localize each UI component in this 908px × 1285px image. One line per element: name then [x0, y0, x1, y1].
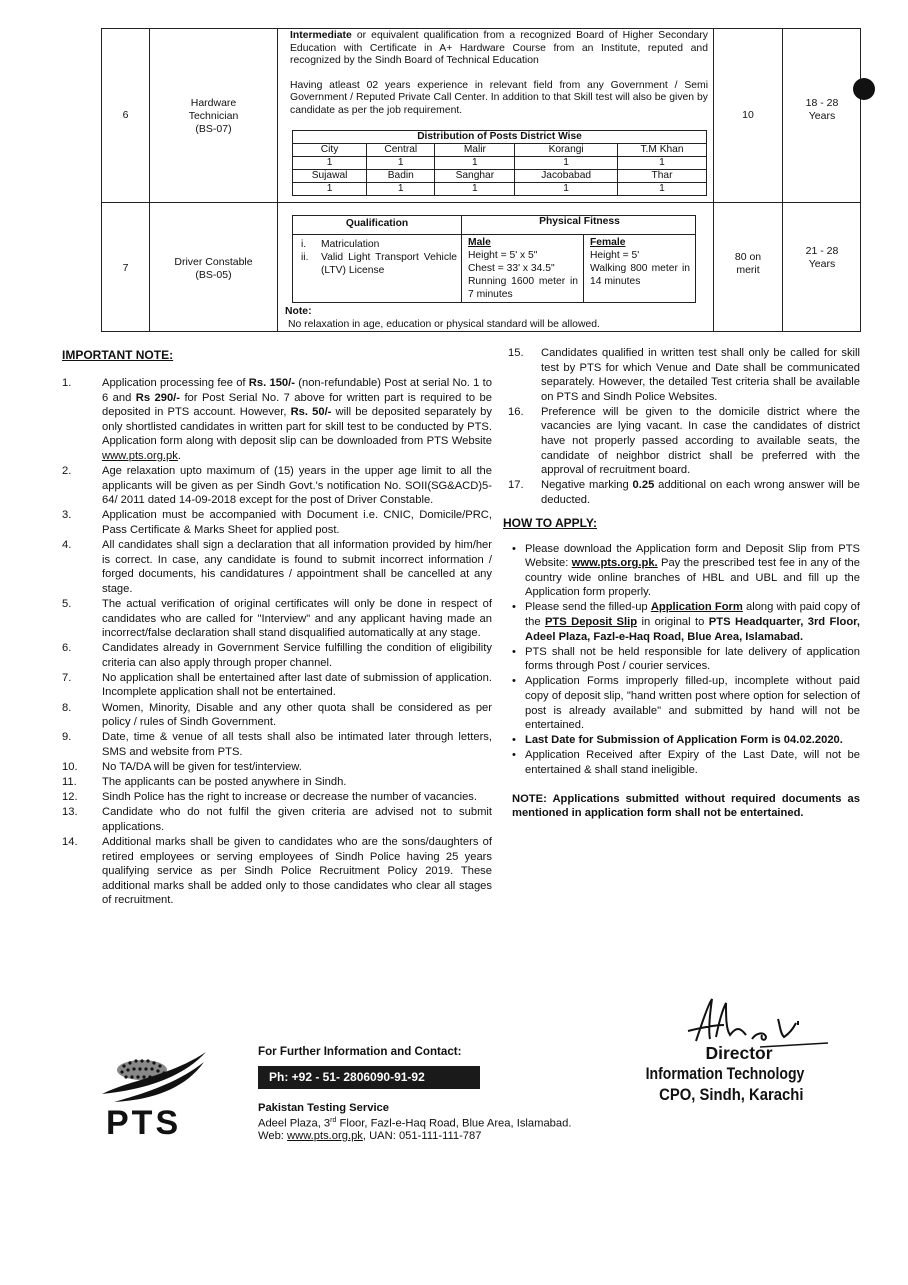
right-column: [503, 346, 861, 821]
note-item-2: 2. Age relaxation upto maximum of (15) years in the upper age limit to all the applicants will be given as per Sindh Govt.'s notification No. SOII(SG&ACD)5-64/ 2011 dated 14-09-2018 except for the post of Driver Constable.: [62, 465, 492, 507]
male-criteria: Male Height = 5' x 5" Chest = 33' x 34.5" Running 1600 meter in 7 minutes: [468, 237, 578, 300]
post-count: 80 on merit: [734, 251, 762, 276]
post-count: 10: [742, 109, 754, 121]
post-name: Hardware Technician (BS-07): [188, 97, 239, 135]
pts-address: Pakistan Testing Service Adeel Plaza, 3rd Floor, Fazl-e-Haq Road, Blue Area, Islamabad. Web: www.pts.org.pk, UAN: 051-111-111-787: [258, 1102, 572, 1142]
qualification-list: i. Matriculation ii. Valid Light Transport Vehicle (LTV) License: [301, 239, 457, 276]
posts-table: [101, 28, 861, 332]
note-item-17: 17. Negative marking 0.25 additional on each wrong answer will be deducted.: [508, 479, 861, 506]
note-item-1: 1. Application processing fee of Rs. 150/- (non-refundable) Post at serial No. 1 to 6 and Rs 290/- for Post Serial No. 7 above for written part is required to be deposited in PTS account. However, Rs. 50/- will be deposited separately by only shortlisted candidates in written part for skill test to be conducted by PTS. Application form along with deposit slip can be downloaded from PTS Website www.pts.org.pk.: [62, 377, 493, 462]
post-name: Driver Constable (BS-05): [174, 256, 253, 281]
note-item-7: 7. No application shall be entertained after last date of submission of application. Incomplete application shall not be entertained.: [62, 671, 492, 699]
punch-hole-icon: [853, 78, 875, 100]
logo-text: PTS: [106, 1104, 182, 1142]
note-item-16: 16. Preference will be given to the domicile district where the vacancies are lying vacant. In case the candidates of district have not properly passed according to available seats, the candidate of neighbor district shall be preferred with the approval of recruitment board.: [508, 405, 860, 477]
note-item-14: 14. Additional marks shall be given to candidates who are the sons/daughters of retired employees or serving employees of Sindh Police having 25 years qualifying service as per Sindh Police Recruitment Policy 2019. These additional marks shall be added only to those candidates who clear all stages of recruitment.: [62, 835, 492, 907]
pts-website-link[interactable]: www.pts.org.pk.: [571, 557, 658, 570]
pts-website-link[interactable]: www.pts.org.pk: [287, 1129, 363, 1142]
note-item-5: 5. The actual verification of original certificates will only be done in respect of candidates who are called for "Interview" and any applicant having made an incorrect/false declaration shall stand disqualified automatically at any stage.: [62, 597, 492, 640]
fitness-header: Physical Fitness: [539, 216, 620, 227]
female-criteria: Female Height = 5' Walking 800 meter in 14 minutes: [590, 237, 690, 287]
phone-badge: Ph: +92 - 51- 2806090-91-92: [258, 1066, 480, 1089]
note-item-15: 15. Candidates qualified in written test shall only be called for skill test by PTS for which Venue and Date shall be communicated separately. However, the detailed Test criteria shall be available on PTS and Sindh Police Websites.: [508, 347, 860, 403]
important-note-heading: IMPORTANT NOTE:: [62, 348, 174, 362]
note-item-13: 13. Candidate who do not fulfil the given criteria are advised not to submit applications.: [62, 806, 492, 833]
note-item-3: 3. Application must be accompanied with Document i.e. CNIC, Domicile/PRC, Pass Certificate & Marks Sheet for applied post.: [62, 509, 492, 536]
apply-step-improper: • Application Forms improperly filled-up, incomplete without paid copy of deposit slip, "hand written post where option for selection of post is already available" and submitted by hand will not be entertained.: [508, 674, 860, 732]
note-item-12: 12. Sindh Police has the right to increase or decrease the number of vacancies.: [62, 791, 477, 804]
post-qualification: Intermediate or equivalent qualification from a recognized Board of Higher Secondary Education with Certificate in A+ Hardware Course from an Institute, reputed and recognized by the Sindh Board of Technical Education Having atleast 02 years experience in relevant field from any Government / Semi Government / Reputed Private Call Center. In addition to that Skill test will also be given by candidate as per the job requirement.: [290, 30, 708, 116]
apply-step-send: • Please send the filled-up Application Form along with paid copy of the PTS Deposit Slip in original to PTS Headquarter, 3rd Floor, Adeel Plaza, Fazl-e-Haq Road, Blue Area, Islamabad.: [508, 600, 860, 644]
post-age: 18 - 28 Years: [805, 97, 839, 122]
pts-website-link[interactable]: www.pts.org.pk: [102, 449, 178, 462]
apply-step-expiry: • Application Received after Expiry of the Last Date, will not be entertained & shall stand ineligible.: [508, 748, 860, 777]
post-serial: 7: [122, 262, 129, 274]
note-item-4: 4. All candidates shall sign a declaration that all information provided by him/her is correct. In case, any candidate is found to submit incorrect information / forged documents, his candidatures / appointment shall be cancelled at any stage.: [62, 539, 492, 595]
driver-criteria-box: [292, 215, 696, 303]
note-item-10: 10. No TA/DA will be given for test/interview.: [62, 760, 302, 773]
note-item-6: 6. Candidates already in Government Service fulfilling the condition of eligibility criteria can also apply through proper channel.: [62, 642, 492, 669]
apply-step-responsibility: • PTS shall not be held responsible for late delivery of application forms through Post / courier services.: [508, 645, 860, 674]
how-to-apply-heading: HOW TO APPLY:: [503, 515, 598, 530]
driver-note: Note: No relaxation in age, education or physical standard will be allowed.: [285, 306, 600, 330]
final-note: NOTE: Applications submitted without required documents as mentioned in application form shall not be entertained.: [512, 792, 860, 820]
apply-step-download: • Please download the Application form and Deposit Slip from PTS Website: www.pts.org.pk. Pay the prescribed test fee in any of the country wide online branches of HBL and UBL and fill up the Application form properly.: [508, 542, 860, 600]
note-item-8: 8. Women, Minority, Disable and any other quota shall be considered as per policy / rules of Sindh Government.: [62, 701, 492, 729]
note-item-11: 11. The applicants can be posted anywhere in Sindh.: [62, 776, 347, 789]
how-to-apply-list: [508, 542, 860, 778]
note-item-9: 9. Date, time & venue of all tests shall also be intimated later through letters, SMS and website from PTS.: [62, 731, 492, 758]
pts-logo-icon: [100, 1050, 210, 1142]
post-age: 21 - 28 Years: [805, 245, 839, 270]
important-note-section: [62, 348, 492, 908]
apply-step-last-date: • Last Date for Submission of Application Form is 04.02.2020.: [508, 733, 860, 748]
contact-heading: For Further Information and Contact:: [258, 1045, 462, 1058]
signatory-block: Director Information Technology CPO, Sindh, Karachi: [645, 1043, 805, 1104]
qualification-header: Qualification: [345, 218, 409, 229]
district-distribution-table: Distribution of Posts District Wise City Central Malir Korangi T.M Khan 1 1 1 1 1 Sujawal Badin Sanghar Jacobabad Thar 1 1 1 1 1: [292, 130, 707, 196]
post-serial: 6: [122, 109, 129, 121]
